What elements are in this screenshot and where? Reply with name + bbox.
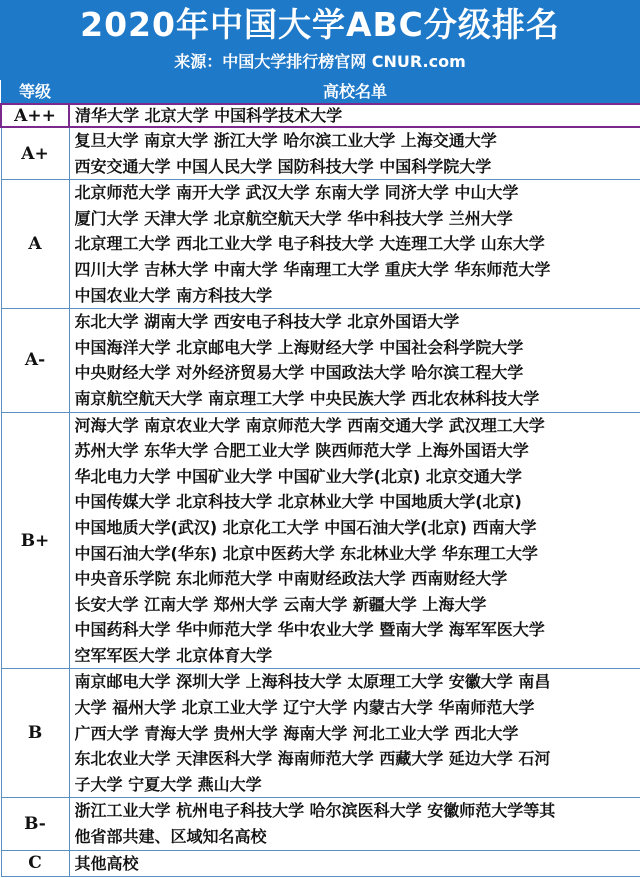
university-list-line: 长安大学 江南大学 郑州大学 云南大学 新疆大学 上海大学 [74,594,487,614]
page-title: 2020年中国大学ABC分级排名 [80,5,560,44]
table-row [1,798,640,850]
table-row [1,309,640,412]
university-list-line: 中国地质大学(武汉) 北京化工大学 中国石油大学(北京) 西南大学 [74,517,537,537]
table-row [1,412,640,669]
university-list-line: 空军军医大学 北京体育大学 [74,645,273,665]
level-cell: A- [1,309,69,412]
university-list-line: 苏州大学 东华大学 合肥工业大学 陕西师范大学 上海外国语大学 [74,441,529,461]
level-cell: B- [1,798,69,850]
table-row [1,850,640,877]
university-list-line: 复旦大学 南京大学 浙江大学 哈尔滨工业大学 上海交通大学 [74,131,497,150]
university-list-line: 中国农业大学 南方科技大学 [74,285,273,305]
university-list-cell [69,180,640,309]
university-list-line: 中国石油大学(华东) 北京中医药大学 东北林业大学 华东理工大学 [74,543,538,563]
level-cell: A [1,180,69,309]
level-cell: B+ [1,412,69,669]
university-list-line: 中央音乐学院 东北师范大学 中南财经政法大学 西南财经大学 [74,569,508,589]
university-list-cell [69,669,640,798]
university-list-line: 中国传媒大学 北京科技大学 北京林业大学 中国地质大学(北京) [74,492,522,512]
level-cell: A+ [1,127,69,180]
university-list-line: 四川大学 吉林大学 中南大学 华南理工大学 重庆大学 华东师范大学 [74,259,551,279]
level-cell: C [1,850,69,877]
university-list-cell [69,412,640,669]
university-list-line: 东北大学 湖南大学 西安电子科技大学 北京外国语大学 [74,312,460,332]
ranking-table [0,80,640,877]
university-list-cell [69,127,640,180]
university-list-line: 中国药科大学 华中师范大学 华中农业大学 暨南大学 海军军医大学 [74,620,545,640]
university-list-line: 厦门大学 天津大学 北京航空航天大学 华中科技大学 兰州大学 [74,208,513,228]
table-row [1,127,640,180]
table-header-row [1,81,640,105]
university-list-line: 西安交通大学 中国人民大学 国防科技大学 中国科学院大学 [74,156,492,176]
university-list-cell [69,104,640,127]
table-row [1,104,640,127]
university-list-line: 华北电力大学 中国矿业大学 中国矿业大学(北京) 北京交通大学 [74,466,522,486]
level-cell: A++ [1,104,69,127]
university-list-line: 清华大学 北京大学 中国科学技术大学 [75,106,343,125]
university-list-line: 浙江工业大学 杭州电子科技大学 哈尔滨医科大学 安徽师范大学等其 [74,801,556,821]
university-list-line: 广西大学 青海大学 贵州大学 海南大学 河北工业大学 西北大学 [74,723,519,743]
university-list-cell [69,309,640,412]
university-list-line: 北京师范大学 南开大学 武汉大学 东南大学 同济大学 中山大学 [74,183,519,203]
table-row [1,669,640,798]
table-row [1,180,640,309]
university-list-cell [69,798,640,850]
level-cell: B [1,669,69,798]
header-banner [0,0,640,80]
university-list-line: 中央财经大学 对外经济贸易大学 中国政法大学 哈尔滨工程大学 [74,363,524,383]
source-line: 来源：中国大学排行榜官网 CNUR.com [174,52,466,71]
university-list-line: 中国海洋大学 北京邮电大学 上海财经大学 中国社会科学院大学 [74,337,524,357]
university-list-cell [69,850,640,877]
university-list-line: 南京邮电大学 深圳大学 上海科技大学 太原理工大学 安徽大学 南昌 [74,672,551,692]
column-header-level: 等级 [1,81,69,105]
university-list-line: 他省部共建、区域知名高校 [74,827,267,847]
column-header-names: 高校名单 [69,81,640,105]
university-list-line: 大学 福州大学 北京工业大学 辽宁大学 内蒙古大学 华南师范大学 [74,698,535,718]
university-list-line: 东北农业大学 天津医科大学 海南师范大学 西藏大学 延边大学 石河 [74,749,551,769]
university-list-line: 河海大学 南京农业大学 南京师范大学 西南交通大学 武汉理工大学 [74,415,545,435]
university-list-line: 子大学 宁夏大学 燕山大学 [74,774,262,794]
university-list-line: 北京理工大学 西北工业大学 电子科技大学 大连理工大学 山东大学 [74,234,545,254]
university-list-line: 其他高校 [74,853,139,873]
university-list-line: 南京航空航天大学 南京理工大学 中央民族大学 西北农林科技大学 [74,388,540,408]
table-body [1,104,640,877]
